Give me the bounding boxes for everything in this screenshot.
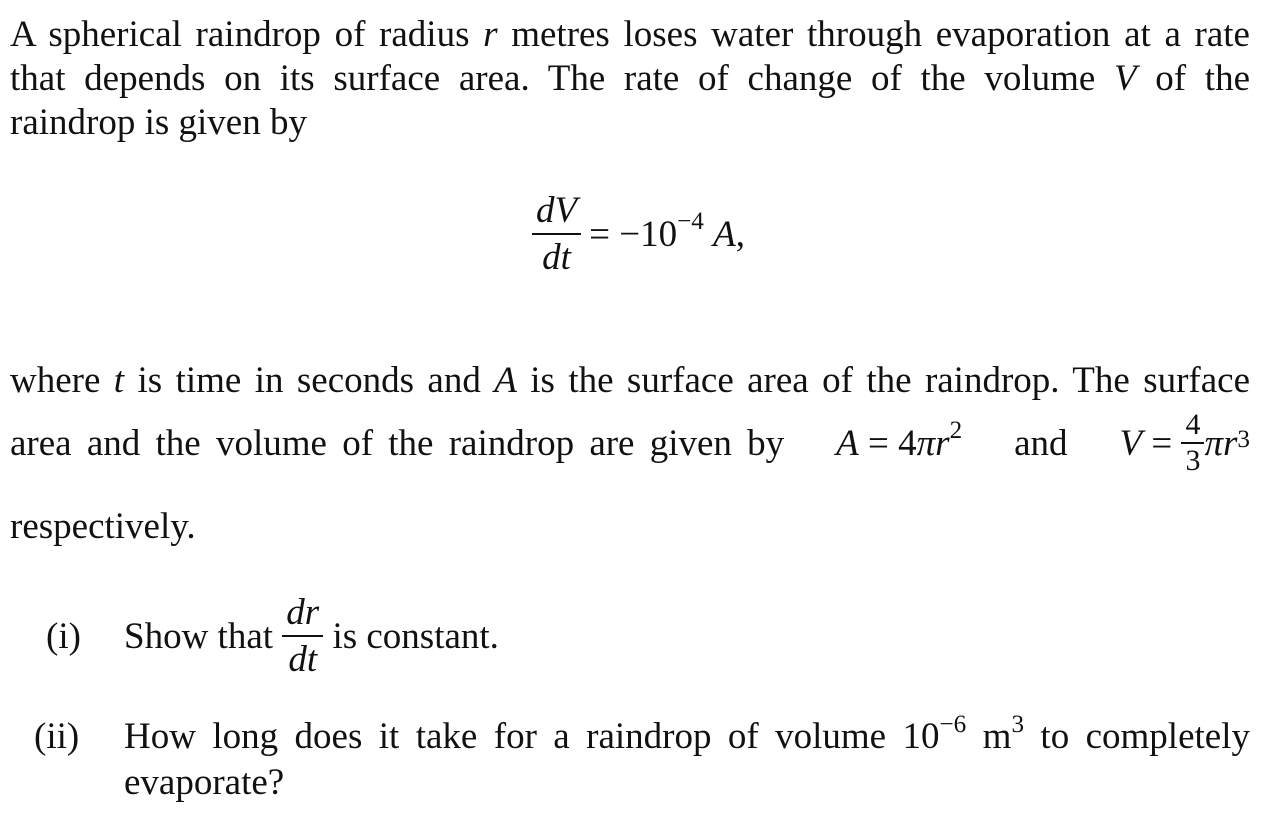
var-r: r xyxy=(483,14,498,55)
part-ii-line-2: evaporate? xyxy=(124,762,285,803)
part-i-label: (i) xyxy=(46,616,81,657)
intro-line-3: raindrop is given by xyxy=(10,102,307,143)
volume-formula: V = $\frac{4}{3}$ πr $^3$ xyxy=(1119,408,1250,477)
four-thirds-fraction: $\frac{4}{3}$ xyxy=(1181,410,1204,476)
dv-dt-fraction: $\frac{dV}{dt}$ xyxy=(532,192,581,276)
intro-line-1: A spherical raindrop of radius r metres loses water through evaporation at a rate xyxy=(10,14,1250,55)
var-V: V xyxy=(1114,58,1137,99)
where-line-2: area and the volume of the raindrop are given by $A = 4\pi r^2$ and V = $\frac{4}{3}$ πr $^3$ xyxy=(10,408,1250,477)
equation-rhs: = $-10^{-4}$ A, xyxy=(589,208,745,255)
where-line-1: where t is time in seconds and A is the surface area of the raindrop. The surface xyxy=(10,360,1250,401)
dr-dt-fraction: $\frac{dr}{dt}$ xyxy=(282,594,323,678)
rate-equation xyxy=(532,192,745,276)
part-ii-label: (ii) xyxy=(34,716,80,757)
where-line-3: respectively. xyxy=(10,506,196,547)
part-ii-line-1: How long does it take for a raindrop of volume $10^{-6}$ $m^3$ to completely xyxy=(124,710,1250,757)
part-i-text: Show that $\frac{dr}{dt}$ is constant. xyxy=(124,592,499,680)
intro-line-2: that depends on its surface area. The rate of change of the volume V of the xyxy=(10,58,1250,99)
surface-area-formula: $A = 4\pi r^2$ xyxy=(836,417,963,464)
